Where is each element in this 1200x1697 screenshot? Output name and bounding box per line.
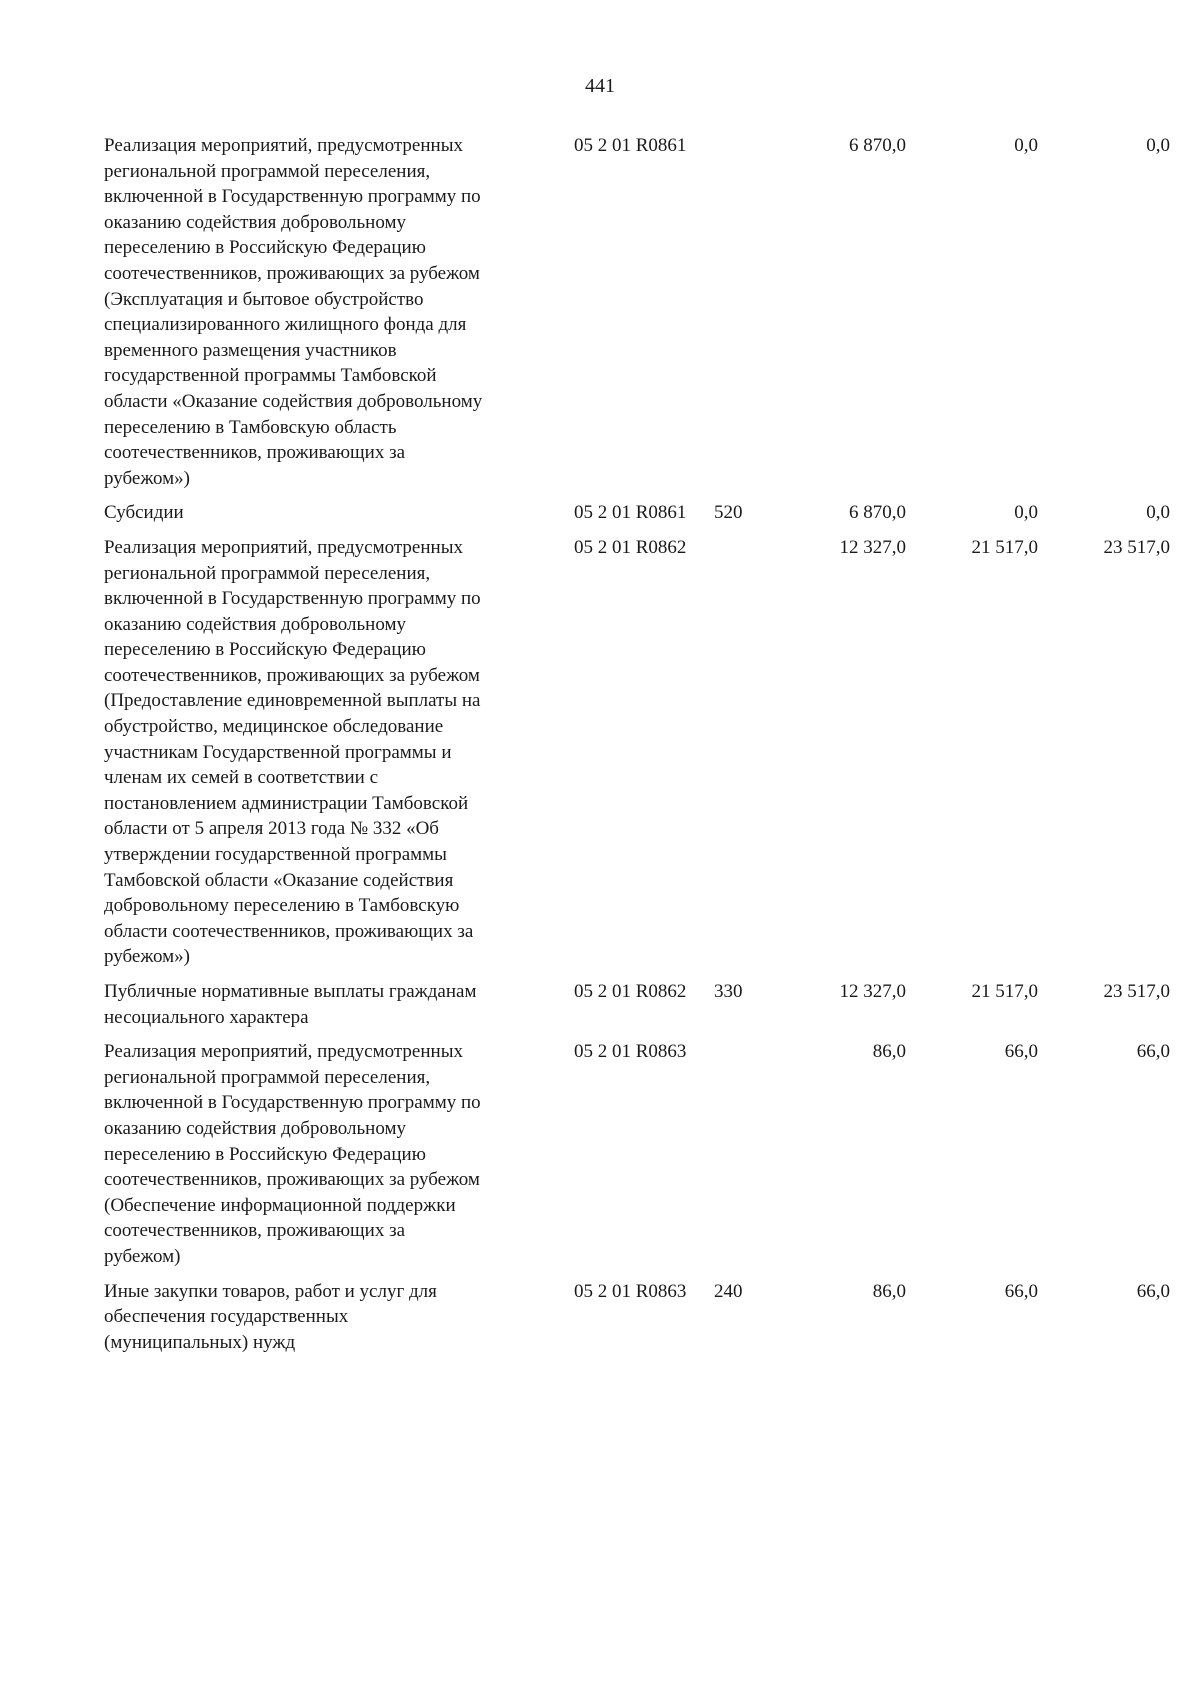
row-amount-year-1: 12 327,0	[839, 981, 906, 1002]
row-expense-type: 520	[714, 502, 743, 524]
row-expense-type	[714, 1030, 774, 1269]
table-row	[104, 133, 1170, 491]
row-name: Публичные нормативные выплаты гражданам несоциального характера	[104, 981, 477, 1028]
row-expense-type: 240	[714, 1280, 743, 1302]
row-amount-year-1: 12 327,0	[839, 536, 906, 558]
row-target-code: 05 2 01 R0862	[574, 536, 687, 558]
table-row	[104, 1270, 1170, 1356]
row-target-code: 05 2 01 R0863	[574, 1280, 687, 1302]
row-amount-year-1: 86,0	[872, 1041, 906, 1063]
row-name: Реализация мероприятий, предусмотренных региональной программой переселения, включенной в Государственную программу по оказанию содействия добровольному переселению в Российскую Федерацию соотечественников, проживающих за рубежом (Обеспечение информационной поддержки соотечественников, проживающих за рубежом)	[104, 1041, 481, 1267]
row-target-code: 05 2 01 R0862	[574, 981, 687, 1002]
row-amount-year-3: 66,0	[1136, 1280, 1170, 1302]
row-amount-year-3: 0,0	[1146, 135, 1170, 156]
table-row	[104, 1030, 1170, 1269]
row-amount-year-1: 6 870,0	[849, 135, 906, 156]
row-amount-year-2: 0,0	[1014, 502, 1038, 524]
row-amount-year-1: 86,0	[872, 1280, 906, 1302]
page-number: 441	[585, 75, 615, 97]
row-target-code: 05 2 01 R0861	[574, 502, 687, 524]
row-amount-year-3: 23 517,0	[1103, 981, 1170, 1002]
row-target-code: 05 2 01 R0863	[574, 1041, 687, 1063]
table-row	[104, 491, 1170, 526]
budget-table	[104, 133, 1170, 1355]
row-expense-type: 330	[714, 981, 743, 1002]
row-amount-year-2: 66,0	[1004, 1041, 1038, 1063]
row-amount-year-3: 0,0	[1146, 502, 1170, 524]
row-name: Субсидии	[104, 502, 184, 524]
row-amount-year-2: 0,0	[1014, 135, 1038, 156]
row-amount-year-2: 66,0	[1004, 1280, 1038, 1302]
row-amount-year-3: 23 517,0	[1103, 536, 1170, 558]
table-row	[104, 970, 1170, 1030]
row-amount-year-3: 66,0	[1136, 1041, 1170, 1063]
row-amount-year-2: 21 517,0	[971, 981, 1038, 1002]
row-name: Иные закупки товаров, работ и услуг для обеспечения государственных (муниципальных) нужд	[104, 1280, 437, 1353]
row-amount-year-1: 6 870,0	[849, 502, 906, 524]
row-name: Реализация мероприятий, предусмотренных региональной программой переселения, включенной в Государственную программу по оказанию содействия добровольному переселению в Российскую Федерацию соотечественников, проживающих за рубежом (Предоставление единовременной выплаты на обустройство, медицинское обследование участникам Государственной программы и членам их семей в соответствии с постановлением администрации Тамбовской области от 5 апреля 2013 года № 332 «Об утверждении государственной программы Тамбовской области «Оказание содействия добровольному переселению в Тамбовскую области соотечественников, проживающих за рубежом»)	[104, 536, 481, 968]
row-name: Реализация мероприятий, предусмотренных региональной программой переселения, включенной в Государственную программу по оказанию содействия добровольному переселению в Российскую Федерацию соотечественников, проживающих за рубежом (Эксплуатация и бытовое обустройство специализированного жилищного фонда для временного размещения участников государственной программы Тамбовской области «Оказание содействия добровольному переселению в Тамбовскую область соотечественников, проживающих за рубежом»)	[104, 135, 483, 489]
row-target-code: 05 2 01 R0861	[574, 135, 687, 156]
row-amount-year-2: 21 517,0	[971, 536, 1038, 558]
table-row	[104, 526, 1170, 970]
row-expense-type	[714, 133, 774, 491]
row-expense-type	[714, 526, 774, 970]
